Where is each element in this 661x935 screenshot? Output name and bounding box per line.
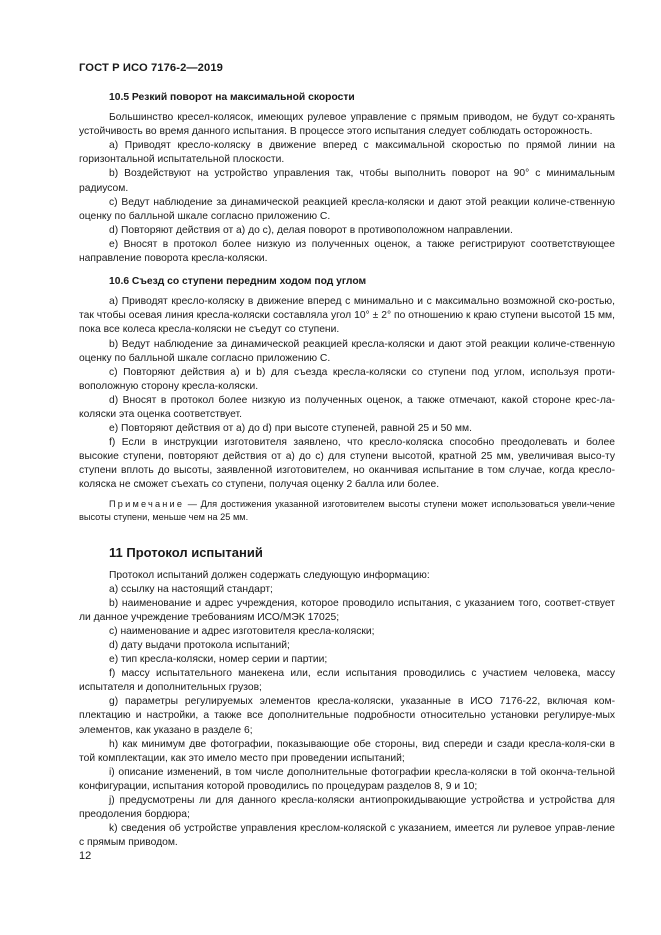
section-11-intro: Протокол испытаний должен содержать следующую информацию: xyxy=(109,569,430,581)
section-10-6-item-b: b) Ведут наблюдение за динамической реакцией кресла-коляски и дают этой реакции количе-ственную оценку по балльной шкале согласно приложению С. xyxy=(79,338,615,364)
section-11-item-k: k) сведения об устройстве управления креслом-коляской с указанием, имеется ли рулевое управ-ление с прямым приводом. xyxy=(79,823,615,849)
section-10-6-item-e: е) Повторяют действия от а) до d) при высоте ступеней, равной 25 и 50 мм. xyxy=(109,423,472,435)
section-11-item-f: f) массу испытательного манекена или, если испытания проводились с участием человека, массу испытателя и дополнительных грузов; xyxy=(79,668,615,694)
section-11-item-d: d) дату выдачи протокола испытаний; xyxy=(109,640,290,651)
section-10-5-item-a: a) Приводят кресло-коляску в движение вперед с максимальной скоростью по прямой линии на горизонтальной испытательной плоскости. xyxy=(79,140,615,166)
document-header: ГОСТ Р ИСО 7176-2—2019 xyxy=(79,62,223,74)
section-11-item-c: с) наименование и адрес изготовителя кресла-коляски; xyxy=(109,625,375,637)
section-10-5-item-b: b) Воздействуют на устройство управления так, чтобы выполнить поворот на 90° с минимальным радиусом. xyxy=(79,168,615,194)
section-11-item-e: е) тип кресла-коляски, номер серии и партии; xyxy=(109,654,328,666)
section-10-6-item-f: f) Если в инструкции изготовителя заявлено, что кресло-коляска способно преодолевать и более высокие ступени, повторяют действия от а) до с) для ступени высотой, кратной 25 мм, увеличивая высо-ту ступени вплоть до высоты, заявленной изготовителем, но оканчивая испытание в том случае, когда кресло-коляска не сможет съехать со ступени, получая оценку 2 балла или более. xyxy=(79,437,615,491)
page-content xyxy=(79,91,615,850)
section-11-item-i: i) описание изменений, в том числе дополнительные фотографии кресла-коляски в той оконча-тельной конфигурации, испытания которой проводились по процедурам разделов 8, 9 и 10; xyxy=(79,766,615,792)
page-number: 12 xyxy=(79,850,92,862)
section-11-item-h: h) как минимум две фотографии, показывающие обе стороны, вид спереди и сзади кресла-коля-ски в той комплектации, как это имело место при проведении испытаний; xyxy=(79,738,615,764)
section-11-item-g: g) параметры регулируемых элементов кресла-коляски, указанные в ИСО 7176-22, включая ком-плектацию и настройки, а также все дополнительные подробности относительно установки регулируе-мых элементов, как указано в разделе 6; xyxy=(79,696,615,736)
note-text: — Для достижения указанной изготовителем высоты ступени может использоваться увели-чение высоты ступени, меньше чем на 25 мм. xyxy=(79,498,615,522)
note xyxy=(79,498,615,524)
section-10-5-intro: Большинство кресел-колясок, имеющих рулевое управление с прямым приводом, не будут со-хранять устойчивость во время данного испытания. В процессе этого испытания следует соблюдать осторожность. xyxy=(79,112,615,138)
section-11-item-j: j) предусмотрены ли для данного кресла-коляски антиопрокидывающие устройства и устройства для преодоления бордюра; xyxy=(79,795,615,821)
section-10-5-item-e: е) Вносят в протокол более низкую из полученных оценок, а также регистрируют соответствующее направление поворота кресла-коляски. xyxy=(79,238,615,265)
note-label: Примечание xyxy=(109,498,185,509)
section-10-5-item-c: c) Ведут наблюдение за динамической реакцией кресла-коляски и дают этой реакции количе-ственную оценку по балльной шкале согласно приложению С. xyxy=(79,196,615,222)
section-10-5-item-d: d) Повторяют действия от а) до с), делая поворот в противоположном направлении. xyxy=(109,224,513,236)
section-11-item-b: b) наименование и адрес учреждения, которое проводило испытания, с указанием того, соответ-ствует ли данное учреждение требованиям ИСО/МЭК 17025; xyxy=(79,597,615,623)
section-10-5-heading: 10.5 Резкий поворот на максимальной скорости xyxy=(109,92,355,103)
section-10-6-item-d: d) Вносят в протокол более низкую из полученных оценок, а также отмечают, какой стороне крес-ла-коляски эта оценка соответствует. xyxy=(79,394,615,420)
section-11-item-a: а) ссылку на настоящий стандарт; xyxy=(109,583,273,595)
section-10-6-item-c: с) Повторяют действия а) и b) для съезда кресла-коляски со ступени под углом, используя проти-воположную сторону кресла-коляски. xyxy=(79,366,615,392)
section-10-6-item-a: а) Приводят кресло-коляску в движение вперед с минимально и с максимально возможной ско-ростью, так чтобы осевая линия кресла-коляски составляла угол 10° ± 2° по отношению к краю ступени высотой 15 мм, пока все колеса кресла-коляски не съедут со ступени. xyxy=(79,296,615,336)
section-11-heading: 11 Протокол испытаний xyxy=(109,544,263,560)
section-10-6-heading: 10.6 Съезд со ступени передним ходом под углом xyxy=(109,276,367,288)
